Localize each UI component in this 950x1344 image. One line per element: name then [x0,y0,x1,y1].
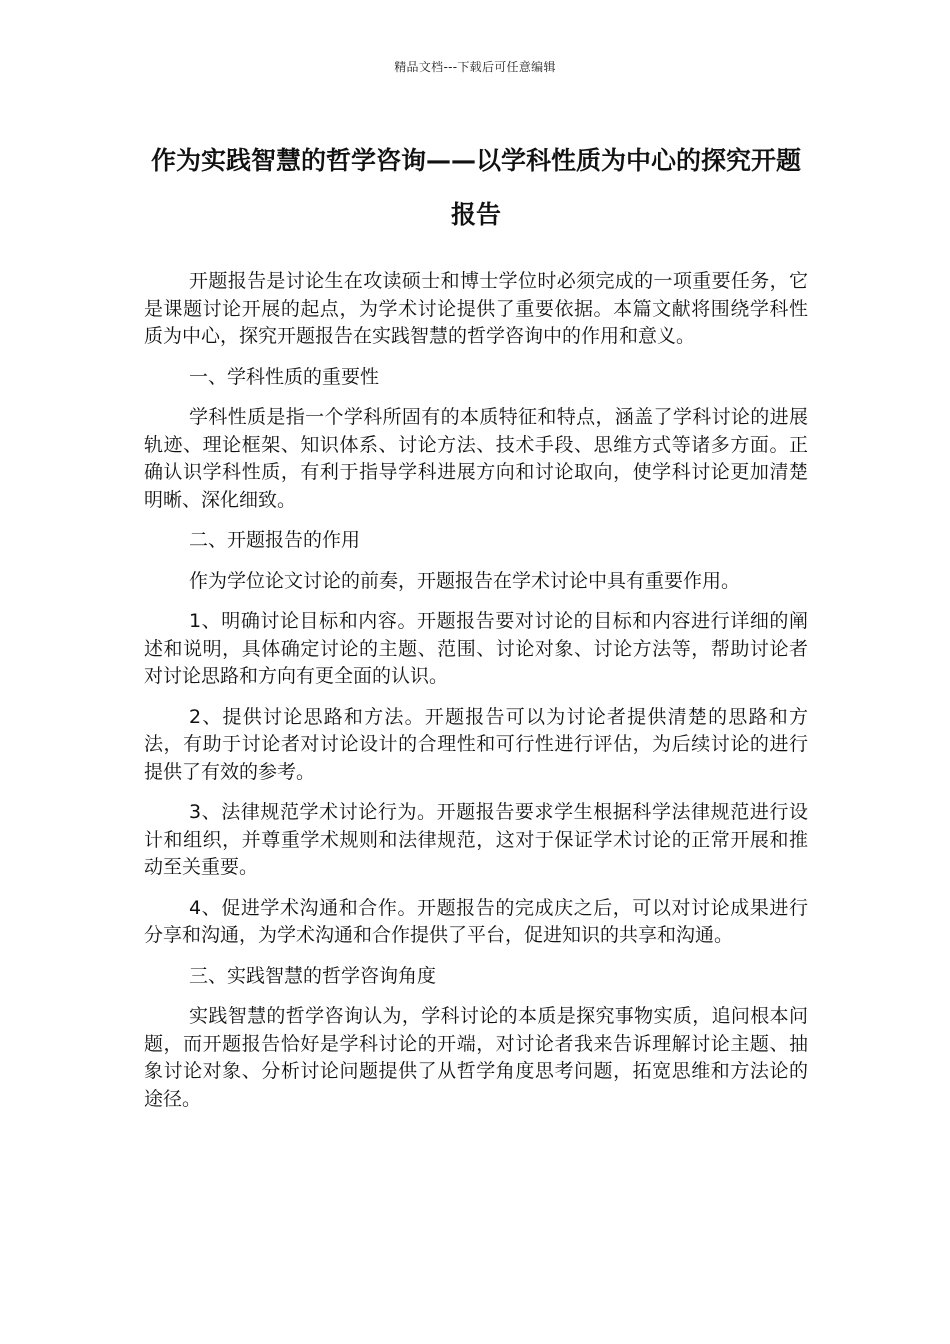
section-heading-3: 三、实践智慧的哲学咨询角度 [189,964,437,987]
section-heading-1: 一、学科性质的重要性 [189,365,380,388]
section-2-point-2: 2、提供讨论思路和方法。开题报告可以为讨论者提供清楚的思路和方法，有助于讨论者对讨论设计的合理性和可行性进行评估，为后续讨论的进行提供了有效的参考。 [144,705,808,783]
intro-paragraph: 开题报告是讨论生在攻读硕士和博士学位时必须完成的一项重要任务，它是课题讨论开展的起点，为学术讨论提供了重要依据。本篇文献将围绕学科性质为中心，探究开题报告在实践智慧的哲学咨询中的作用和意义。 [144,270,808,347]
section-2-point-4: 4、促进学术沟通和合作。开题报告的完成庆之后，可以对讨论成果进行分享和沟通，为学术沟通和合作提供了平台，促进知识的共享和沟通。 [144,896,808,946]
document-title: 作为实践智慧的哲学咨询——以学科性质为中心的探究开题报告 [150,146,801,229]
page-header-note: 精品文档---下载后可任意编辑 [394,60,556,74]
section-2-point-1: 1、明确讨论目标和内容。开题报告要对讨论的目标和内容进行详细的阐述和说明，具体确定讨论的主题、范围、讨论对象、讨论方法等，帮助讨论者对讨论思路和方向有更全面的认识。 [144,610,808,687]
section-2-point-3: 3、法律规范学术讨论行为。开题报告要求学生根据科学法律规范进行设计和组织，并尊重学术规则和法律规范，这对于保证学术讨论的正常开展和推动至关重要。 [144,801,808,878]
section-3-paragraph: 实践智慧的哲学咨询认为，学科讨论的本质是探究事物实质，追问根本问题，而开题报告恰好是学科讨论的开端，对讨论者我来告诉理解讨论主题、抽象讨论对象、分析讨论问题提供了从哲学角度思考问题，拓宽思维和方法论的途径。 [144,1005,808,1110]
section-1-paragraph: 学科性质是指一个学科所固有的本质特征和特点，涵盖了学科讨论的进展轨迹、理论框架、知识体系、讨论方法、技术手段、思维方式等诸多方面。正确认识学科性质，有利于指导学科进展方向和讨论取向，使学科讨论更加清楚明晰、深化细致。 [144,406,808,511]
document-body [144,268,808,1126]
section-heading-2: 二、开题报告的作用 [189,529,361,551]
section-2-intro-paragraph: 作为学位论文讨论的前奏，开题报告在学术讨论中具有重要作用。 [189,569,741,592]
